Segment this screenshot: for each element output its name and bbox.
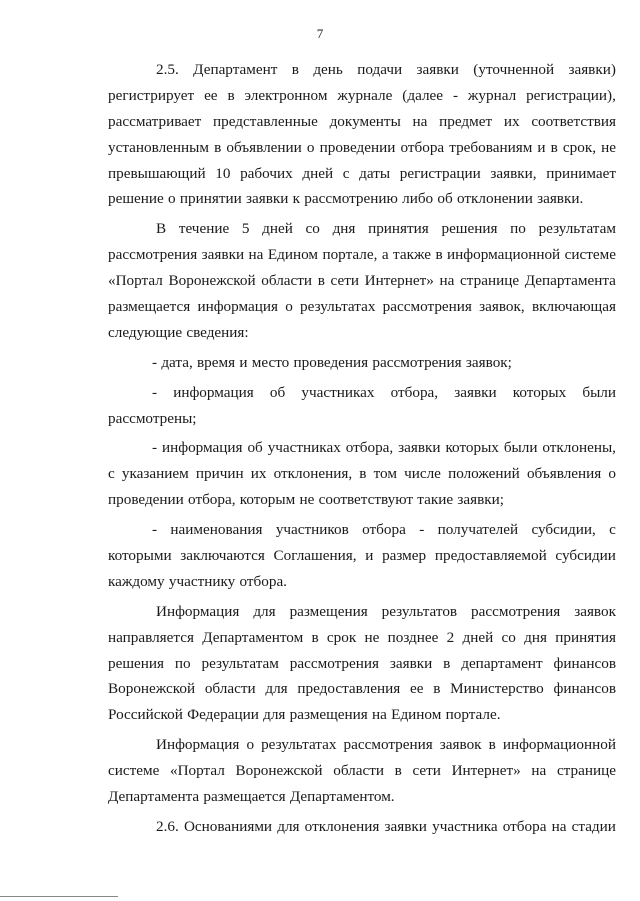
text-line: 2.6. Основаниями для отклонения заявки участника отбора на стадии — [156, 817, 616, 835]
text-line: проведении отбора, которым не соответствуют такие заявки; — [108, 491, 504, 509]
text-line: - наименования участников отбора - получателей субсидии, с — [152, 521, 616, 539]
text-line: решения по результатам рассмотрения заявки в департамент финансов — [108, 654, 616, 672]
text-line: Департамента размещается Департаментом. — [108, 788, 395, 806]
text-line: Воронежской области для предоставления ее в Министерство финансов — [108, 680, 616, 698]
text-line: - информация об участниках отбора, заявки которых были отклонены, — [152, 439, 616, 457]
text-line: рассмотрены; — [108, 409, 197, 427]
text-line: размещается информация о результатах рассмотрения заявок, включающая — [108, 298, 616, 316]
list-item — [108, 380, 616, 432]
text-line: регистрирует ее в электронном журнале (далее - журнал регистрации), — [108, 86, 616, 104]
paragraph — [108, 599, 616, 728]
text-line: решение о принятии заявки к рассмотрению либо об отклонении заявки. — [108, 190, 584, 208]
text-line: В течение 5 дней со дня принятия решения по результатам — [156, 220, 616, 238]
footer-rule — [0, 896, 118, 897]
text-line: системе «Портал Воронежской области в сети Интернет» на странице — [108, 762, 616, 780]
list-item — [108, 517, 616, 595]
text-line: которыми заключаются Соглашения, и размер предоставляемой субсидии — [108, 547, 616, 565]
text-line: Российской Федерации для размещения на Едином портале. — [108, 706, 501, 724]
text-line: «Портал Воронежской области в сети Интернет» на странице Департамента — [108, 272, 616, 290]
text-line: рассматривает представленные документы на предмет их соответствия — [108, 112, 616, 130]
text-line: - дата, время и место проведения рассмотрения заявок; — [152, 353, 512, 371]
page-number: 7 — [316, 26, 324, 41]
text-line: следующие сведения: — [108, 323, 249, 341]
paragraph — [108, 814, 616, 840]
text-line: установленным в объявлении о проведении отбора требованиям и в срок, не — [108, 138, 616, 156]
paragraph — [108, 57, 616, 212]
text-line: 2.5. Департамент в день подачи заявки (уточненной заявки) — [156, 61, 616, 78]
text-line: рассмотрения заявки на Едином портале, а также в информационной системе — [108, 246, 616, 264]
text-line: Информация о результатах рассмотрения заявок в информационной — [156, 736, 616, 754]
list-item — [108, 435, 616, 513]
text-line: направляется Департаментом в срок не позднее 2 дней со дня принятия — [108, 628, 616, 646]
text-line: каждому участнику отбора. — [108, 572, 287, 590]
text-line: превышающий 10 рабочих дней с даты регистрации заявки, принимает — [108, 164, 616, 182]
text-line: Информация для размещения результатов рассмотрения заявок — [156, 602, 616, 620]
paragraph — [108, 732, 616, 810]
text-line: - информация об участниках отбора, заявки которых были — [152, 383, 616, 401]
list-item — [108, 350, 616, 376]
text-line: с указанием причин их отклонения, в том числе положений объявления о — [108, 465, 616, 483]
document-body — [108, 57, 616, 840]
paragraph — [108, 216, 616, 345]
